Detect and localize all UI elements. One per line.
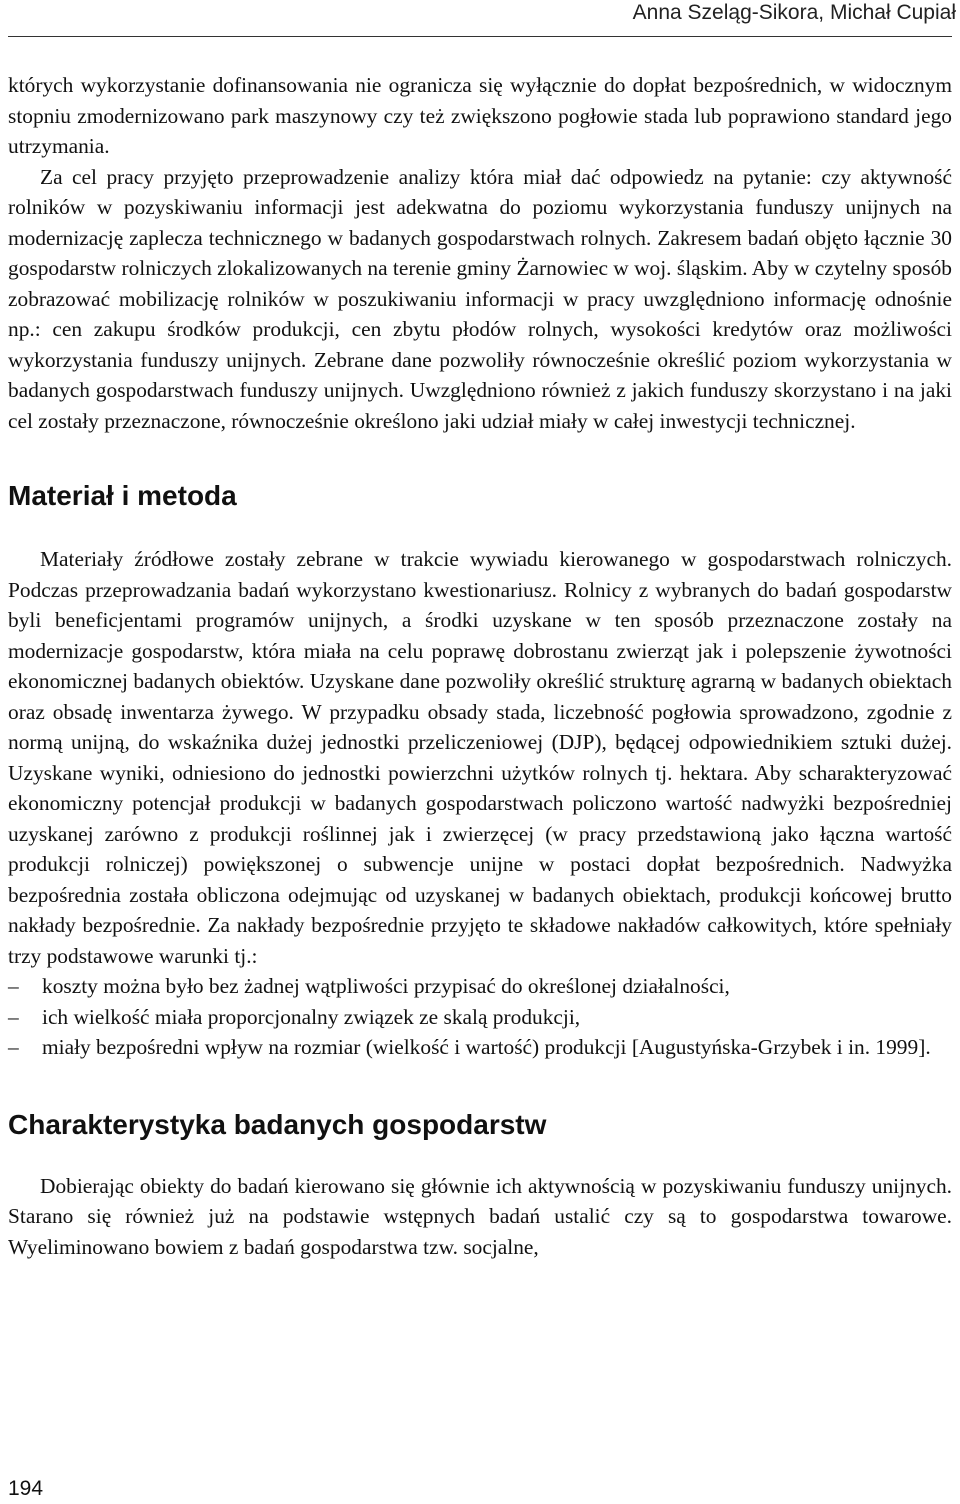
running-header-authors: Anna Szeląg-Sikora, Michał Cupiał (632, 1, 956, 24)
heading-charakterystyka: Charakterystyka badanych gospodarstw (8, 1108, 547, 1140)
paragraph-object-selection: Dobierając obiekty do badań kierowano się głównie ich aktywnością w pozyskiwaniu funduszy unijnych. Starano się również już na podstawie wstępnych badań ustalić czy są to gospodarstwa towarowe. Wyeliminowano bowiem z badań gospodarstwa tzw. socjalne, (8, 1173, 952, 1259)
dash-marker: – (8, 1004, 19, 1029)
paragraph-materials: Materiały źródłowe zostały zebrane w trakcie wywiadu kierowanego w gospodarstwach rolniczych. Podczas przeprowadzania badań wykorzystano kwestionariusz. Rolnicy z wybranych do badań gospodarstw byli beneficjentami programów unijnych, a środki uzyskane w ten sposób przeznaczone zostały na modernizacje gospodarstw, która miała na celu poprawę dobrostanu zwierząt jak i polepszenie żywotności ekonomicznej badanych obiektów. Uzyskane dane pozwoliły określić strukturę agrarną w badanych obiektach oraz obsadę inwentarza żywego. W przypadku obsady stada, liczebność pogłowia sprowadzono, zgodnie z normą unijną, do wskaźnika dużej jednostki przeliczeniowej (DJP), będącej odpowiednikiem sztuki dużej. Uzyskane wyniki, odniesiono do jednostki powierzchni użytków rolnych tj. hektara. Aby scharakteryzować ekonomiczny potencjał produkcji w badanych gospodarstwach policzono wartość nadwyżki bezpośredniej uzyskanej zarówno z produkcji roślinnej jak i zwierzęcej (w pracy przedstawioną jako łączna wartość produkcji rolniczej) powiększonej o subwencje unijne w postaci dopłat bezpośrednich. Nadwyżka bezpośrednia została obliczona odejmując od uzyskanej w badanych obiektach, produkcji końcowej brutto nakłady bezpośrednie. Za nakłady bezpośrednie przyjęto te składowe nakładów całkowitych, które spełniały trzy podstawowe warunki tj.: (8, 547, 952, 968)
paragraph-research-aim: Za cel pracy przyjęto przeprowadzenie analizy która miał dać odpowiedz na pytanie: czy aktywność rolników w pozyskiwaniu informacji jest adekwatna do poziomu wykorzystania funduszy unijnych na modernizację zaplecza technicznego w badanych gospodarstwach rolnych. Zakresem badań objęto łącznie 30 gospodarstw rolniczych zlokalizowanych na terenie gminy Żarnowiec w woj. śląskim. Aby w czytelny sposób zobrazować mobilizację rolników w poszukiwaniu informacji w pracy uwzględniono informację odnośnie np.: cen zakupu środków produkcji, cen zbytu płodów rolnych, wysokości kredytów oraz możliwości wykorzystania funduszy unijnych. Zebrane dane pozwoliły równocześnie określić poziom wykorzystania w badanych gospodarstwach funduszy unijnych. Uwzględniono również z jakich funduszy skorzystano i na jaki cel zostały przeznaczone, równocześnie określono jaki udział miały w całej inwestycji technicznej. (8, 164, 952, 433)
list-item-text: koszty można było bez żadnej wątpliwości przypisać do określonej działalności, (42, 974, 730, 998)
heading-material-i-metoda: Materiał i metoda (8, 480, 237, 511)
list-item (8, 971, 952, 1002)
header-rule (8, 36, 952, 37)
page-body (8, 70, 952, 1262)
list-item-text: ich wielkość miała proporcjonalny związek ze skalą produkcji, (42, 1004, 581, 1029)
page-number: 194 (8, 1477, 44, 1500)
list-item (8, 1002, 952, 1033)
list-item (8, 1032, 952, 1063)
dash-marker: – (8, 1035, 19, 1059)
paragraph-continuation: których wykorzystanie dofinansowania nie ogranicza się wyłącznie do dopłat bezpośrednich, w widocznym stopniu zmodernizowano park maszynowy czy też zwiększono pogłowie stada lub poprawiono standard jego utrzymania. (8, 73, 952, 158)
dash-marker: – (8, 974, 19, 998)
list-item-text: miały bezpośredni wpływ na rozmiar (wielkość i wartość) produkcji [Augustyńska-Grzybek i in. 1999]. (42, 1035, 931, 1059)
conditions-list (8, 971, 952, 1063)
